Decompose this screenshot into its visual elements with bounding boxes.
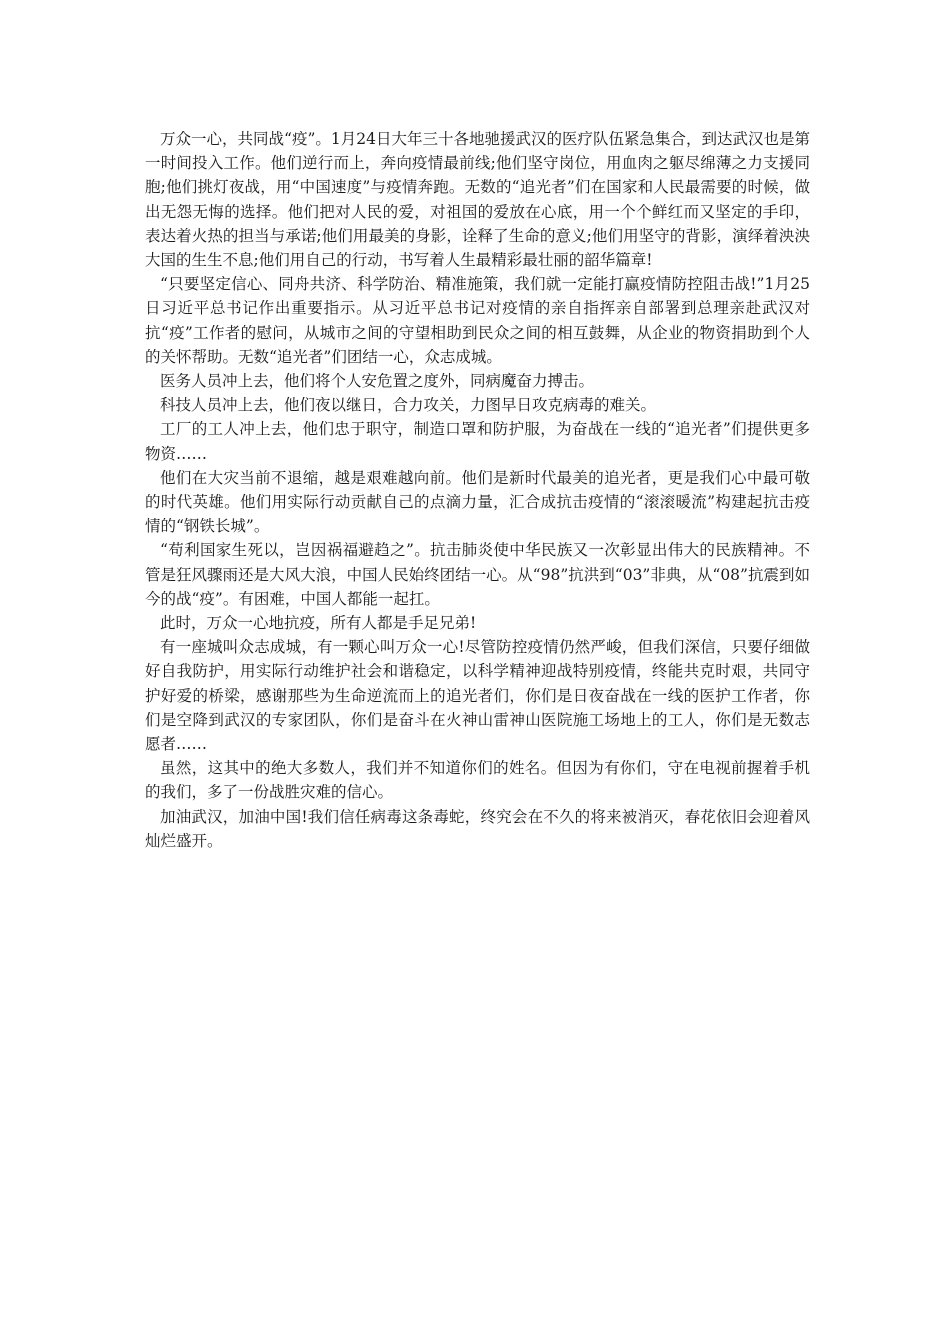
paragraph-7: “苟利国家生死以，岂因祸福避趋之”。抗击肺炎使中华民族又一次彰显出伟大的民族精神。不管是狂风骤雨还是大风大浪，中国人民始终团结一心。从“98”抗洪到“03”非典，从“08”抗震到如今的战“疫”。有困难，中国人都能一起扛。 <box>145 541 810 608</box>
paragraph-6: 他们在大灾当前不退缩，越是艰难越向前。他们是新时代最美的追光者，更是我们心中最可敬的时代英雄。他们用实际行动贡献自己的点滴力量，汇合成抗击疫情的“滚滚暖流”构建起抗击疫情的“钢铁长城”。 <box>145 468 810 536</box>
paragraph-1: 万众一心，共同战“疫”。1月24日大年三十各地驰援武汉的医疗队伍紧急集合，到达武汉也是第一时间投入工作。他们逆行而上，奔向疫情最前线;他们坚守岗位，用血肉之躯尽绵薄之力支援同胞;他们挑灯夜战，用“中国速度”与疫情奔跑。无数的“追光者”们在国家和人民最需要的时候，做出无怨无悔的选择。他们把对人民的爱，对祖国的爱放在心底，用一个个鲜红而又坚定的手印，表达着火热的担当与承诺;他们用最美的身影，诠释了生命的意义;他们用坚守的背影，演绎着泱泱大国的生生不息;他们用自己的行动，书写着人生最精彩最壮丽的韶华篇章! <box>145 130 810 270</box>
paragraph-3: 医务人员冲上去，他们将个人安危置之度外，同病魔奋力搏击。 <box>160 372 595 391</box>
paragraph-5: 工厂的工人冲上去，他们忠于职守，制造口罩和防护服，为奋战在一线的“追光者”们提供更多物资…… <box>145 420 810 463</box>
paragraph-4: 科技人员冲上去，他们夜以继日，合力攻关，力图早日攻克病毒的难关。 <box>160 396 657 415</box>
paragraph-10: 虽然，这其中的绝大多数人，我们并不知道你们的姓名。但因为有你们，守在电视前握着手机的我们，多了一份战胜灾难的信心。 <box>145 759 810 802</box>
paragraph-8: 此时，万众一心地抗疫，所有人都是手足兄弟! <box>160 614 477 633</box>
paragraph-9: 有一座城叫众志成城，有一颗心叫万众一心!尽管防控疫情仍然严峻，但我们深信，只要仔细做好自我防护，用实际行动维护社会和谐稳定，以科学精神迎战特别疫情，终能共克时艰，共同守护好爱的桥梁，感谢那些为生命逆流而上的追光者们，你们是日夜奋战在一线的医护工作者，你们是空降到武汉的专家团队，你们是奋斗在火神山雷神山医院施工场地上的工人，你们是无数志愿者…… <box>145 638 810 754</box>
paragraph-11: 加油武汉，加油中国!我们信任病毒这条毒蛇，终究会在不久的将来被消灭，春花依旧会迎着风灿烂盛开。 <box>145 807 810 850</box>
document-body <box>145 127 810 853</box>
paragraph-2: “只要坚定信心、同舟共济、科学防治、精准施策，我们就一定能打赢疫情防控阻击战!”1月25日习近平总书记作出重要指示。从习近平总书记对疫情的亲自指挥亲自部署到总理亲赴武汉对抗“疫”工作者的慰问，从城市之间的守望相助到民众之间的相互鼓舞，从企业的物资捐助到个人的关怀帮助。无数“追光者”们团结一心，众志成城。 <box>145 275 810 366</box>
